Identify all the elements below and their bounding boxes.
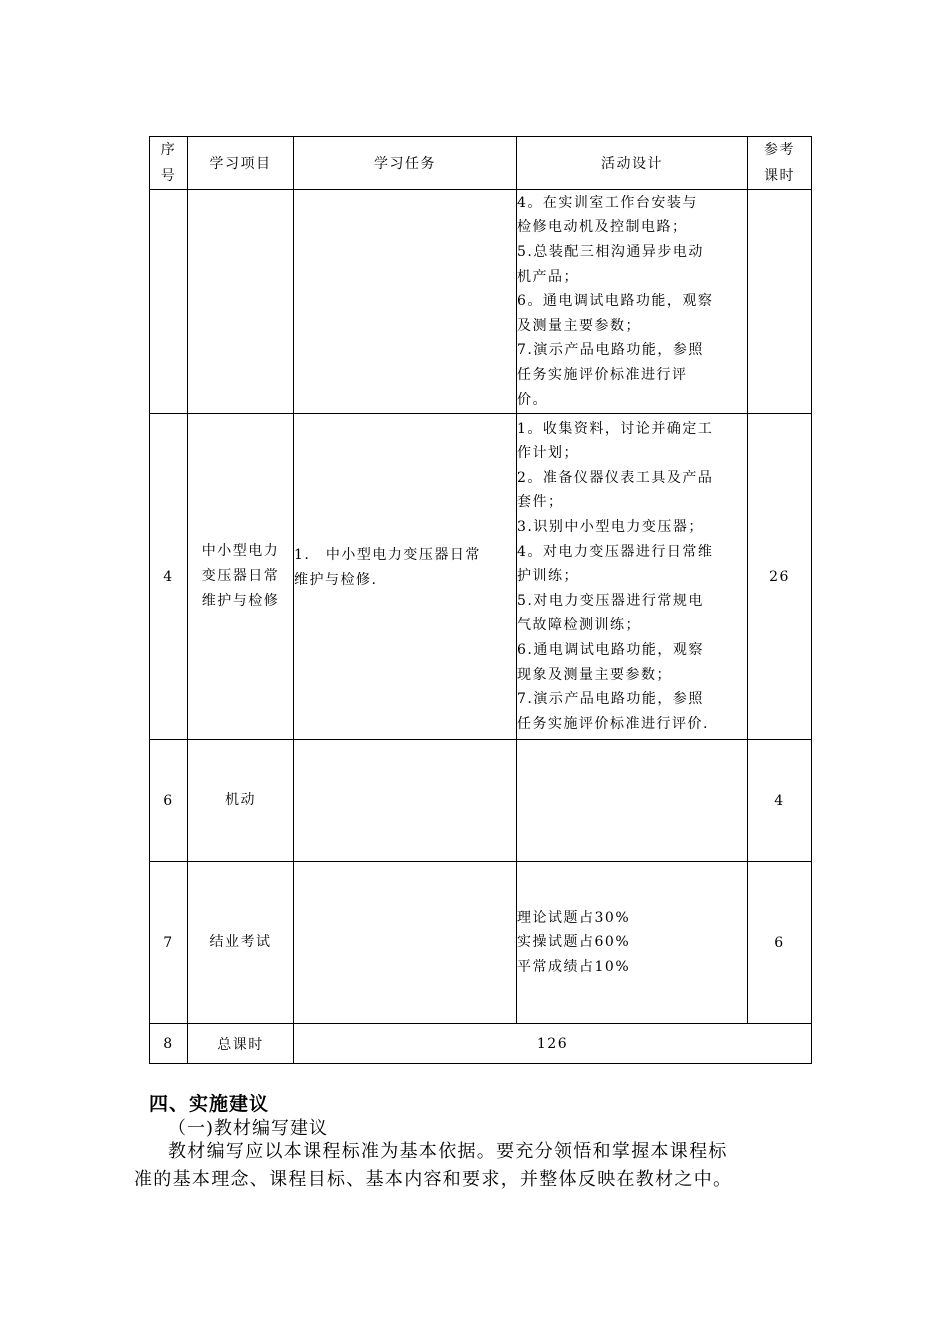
cell-activity: 1。收集资料，讨论并确定工 作计划； 2。准备仪器仪表工具及产品 套件； 3.识别中小型电力变压器； 4。对电力变压器进行日常维 护训练； 5.对电力变压器进行常规电 气故障检测训练； 6.通电调试电路功能，观察 现象及测量主要参数； 7.演示产品电路功能，参照 任务实施评价标准进行评价.: [517, 414, 748, 740]
cell-task: 1. 中小型电力变压器日常 维护与检修.: [294, 414, 517, 740]
cell-task: [294, 190, 517, 414]
cell-activity: 4。在实训室工作台安装与 检修电动机及控制电路； 5.总装配三相沟通异步电动 机产品； 6。通电调试电路功能，观察 及测量主要参数； 7.演示产品电路功能，参照 任务实施评价标准进行评 价。: [517, 190, 748, 414]
paragraph-line: 准的基本理念、课程目标、基本内容和要求，并整体反映在教材之中。: [134, 1169, 733, 1190]
cell-hours: 6: [748, 862, 812, 1024]
header-project: 学习项目: [188, 137, 294, 190]
cell-project: [188, 190, 294, 414]
cell-seq: 8: [150, 1024, 188, 1064]
header-hours: 参考 课时: [748, 137, 812, 190]
paragraph-line: 教材编写应以本课程标准为基本依据。要充分领悟和掌握本课程标: [168, 1141, 728, 1162]
section-paragraph: [134, 1138, 814, 1194]
table-row: [150, 190, 812, 414]
cell-project: 结业考试: [188, 862, 294, 1024]
header-task: 学习任务: [294, 137, 517, 190]
table-row: [150, 862, 812, 1024]
section-subtitle: （一)教材编写建议: [168, 1118, 329, 1139]
total-value: 126: [294, 1024, 812, 1064]
section-title: 四、实施建议: [149, 1093, 270, 1115]
table-header-row: [150, 137, 812, 190]
cell-task: [294, 862, 517, 1024]
course-schedule-table: [149, 136, 812, 1064]
total-row: [150, 1024, 812, 1064]
cell-activity: [517, 740, 748, 862]
cell-seq: 6: [150, 740, 188, 862]
cell-project: 机动: [188, 740, 294, 862]
cell-seq: 7: [150, 862, 188, 1024]
cell-seq: 4: [150, 414, 188, 740]
cell-project: 中小型电力 变压器日常 维护与检修: [188, 414, 294, 740]
header-activity: 活动设计: [517, 137, 748, 190]
table-row: [150, 414, 812, 740]
total-label: 总课时: [188, 1024, 294, 1064]
cell-hours: 4: [748, 740, 812, 862]
cell-task: [294, 740, 517, 862]
cell-hours: [748, 190, 812, 414]
table-row: [150, 740, 812, 862]
header-seq: 序 号: [150, 137, 188, 190]
cell-hours: 26: [748, 414, 812, 740]
cell-activity: 理论试题占30% 实操试题占60% 平常成绩占10%: [517, 862, 748, 1024]
cell-seq: [150, 190, 188, 414]
